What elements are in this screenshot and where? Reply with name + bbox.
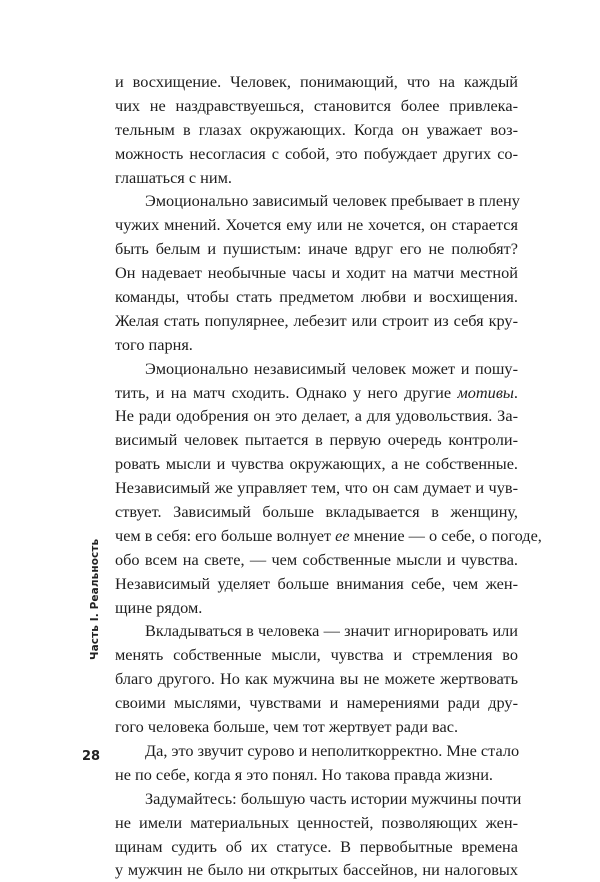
text-line: тельным в глазах окружающих. Когда он уважает воз- [115, 119, 518, 139]
text-line: менять собственные мысли, чувства и стремления во [115, 645, 518, 665]
text-line: чем в себя: его больше волнует ее мнение — о себе, о погоде, [115, 525, 542, 545]
text-line: гого человека больше, чем тот жертвует ради вас. [115, 717, 459, 737]
text-line: и восхищение. Человек, понимающий, что на каждый [115, 72, 518, 91]
text-line: ствует. Зависимый больше вкладывается в женщину, [115, 502, 518, 522]
text-line: висимый человек пытается в первую очередь контроли- [115, 430, 518, 450]
text-line: чих не наздравствуешься, становится более привлека- [115, 95, 518, 115]
running-head-label: Часть I. Реальность [89, 538, 101, 660]
text-line: щине рядом. [115, 597, 203, 617]
text-line: Он надевает необычные часы и ходит на матчи местной [115, 263, 518, 283]
text-line: Желая стать популярнее, лебезит или строит из себя кру- [115, 310, 518, 330]
text-line: не имели материальных ценностей, позволяющих жен- [115, 812, 518, 832]
page-number: 28 [82, 749, 101, 764]
text-line: щинам судить об их статусе. В первобытные времена [115, 836, 518, 856]
text-line: своими мыслями, чувствами и намерениями ради дру- [115, 693, 518, 713]
text-line: Эмоционально зависимый человек пребывает в плену [145, 191, 520, 211]
text-line: команды, чтобы стать предметом любви и восхищения. [115, 287, 518, 307]
text-line: Вкладываться в человека — значит игнорировать или [145, 621, 518, 641]
text-line: обо всем на свете, — чем собственные мысли и чувства. [115, 549, 518, 569]
emphasis: ее [335, 525, 350, 545]
text-line: чужих мнений. Хочется ему или не хочется, он старается [115, 215, 518, 235]
text-line: благо другого. Но как мужчина вы не можете жертвовать [115, 669, 518, 689]
text-line: не по себе, когда я это понял. Но такова правда жизни. [115, 764, 494, 784]
text-line: Эмоционально независимый человек может и пошу- [145, 358, 518, 378]
text-line: того парня. [115, 334, 193, 354]
text-line: быть белым и пушистым: иначе вдруг его не полюбят? [115, 239, 518, 259]
emphasis: мотивы [457, 382, 514, 402]
text-line: Независимый уделяет больше внимания себе, чем жен- [115, 573, 518, 593]
body-text [115, 70, 542, 882]
text-line: глашаться с ним. [115, 167, 232, 187]
text-line: Задумайтесь: большую часть истории мужчины почти [145, 788, 522, 808]
text-line: у мужчин не было ни открытых бассейнов, ни налоговых [115, 860, 518, 880]
text-line: тить, и на матч сходить. Однако у него другие мотивы. [115, 382, 518, 402]
text-line: ровать мысли и чувства окружающих, а не собственные. [115, 454, 518, 474]
text-line: Не ради одобрения он это делает, а для удовольствия. За- [115, 406, 518, 426]
text-line: Независимый же управляет тем, что он сам думает и чув- [115, 478, 518, 498]
text-line: Да, это звучит сурово и неполиткорректно. Мне стало [145, 740, 520, 760]
text-line: можность несогласия с собой, это побуждает других со- [115, 143, 518, 163]
